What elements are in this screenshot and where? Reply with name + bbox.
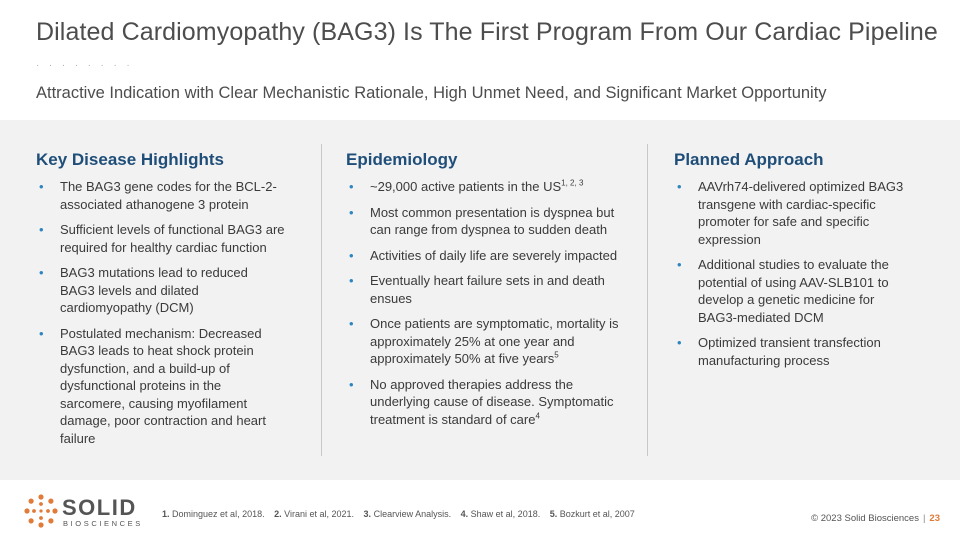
column-heading: Planned Approach xyxy=(674,150,824,169)
column-heading: Key Disease Highlights xyxy=(36,150,225,169)
logo-subtext: BIOSCIENCES xyxy=(63,519,143,528)
content-panel xyxy=(0,120,960,480)
bullet-list xyxy=(674,178,914,369)
list-item-text: ~29,000 active patients in the US xyxy=(370,179,562,194)
reference-item: 2. Virani et al, 2021. xyxy=(274,509,355,519)
page-subtitle: Attractive Indication with Clear Mechanistic Rationale, High Unmet Need, and Significant Market Opportunity xyxy=(36,84,827,102)
list-item xyxy=(346,178,628,196)
list-item: • The BAG3 gene codes for the BCL-2-associated athanogene 3 protein xyxy=(36,178,286,213)
logo-mark-icon xyxy=(24,494,58,528)
list-item: • Optimized transient transfection manufacturing process xyxy=(674,334,914,369)
list-item: • AAVrh74-delivered optimized BAG3 transgene with cardiac-specific promoter for safe and specific expression xyxy=(674,178,914,248)
bullet-list xyxy=(36,178,286,447)
bullet-list xyxy=(346,178,628,428)
list-item: • Postulated mechanism: Decreased BAG3 leads to heat shock protein dysfunction, and a build-up of dysfunctional proteins in the sarcomere, causing myofilament damage, poor contraction and heart failure xyxy=(36,325,286,448)
list-item-text: Once patients are symptomatic, mortality is approximately 25% at one year and approximately 50% at five years xyxy=(370,316,619,366)
references xyxy=(162,509,642,519)
logo-wordmark: SOLID xyxy=(62,495,137,520)
column-divider xyxy=(647,144,648,456)
page-title: Dilated Cardiomyopathy (BAG3) Is The First Program From Our Cardiac Pipeline xyxy=(36,18,938,46)
footnote-ref: 1, 2, 3 xyxy=(561,178,584,188)
footer xyxy=(811,513,940,524)
footer-separator: | xyxy=(922,513,926,524)
reference-item: 5. Bozkurt et al, 2007 xyxy=(549,509,635,519)
list-item: • Eventually heart failure sets in and death ensues xyxy=(346,272,628,307)
key-disease-highlights-column xyxy=(36,150,286,455)
reference-item: 4. Shaw et al, 2018. xyxy=(460,509,541,519)
epidemiology-column xyxy=(346,150,628,436)
list-item: • BAG3 mutations lead to reduced BAG3 levels and dilated cardiomyopathy (DCM) xyxy=(36,264,286,317)
column-divider xyxy=(321,144,322,456)
reference-item: 1. Dominguez et al, 2018. xyxy=(162,509,265,519)
column-heading: Epidemiology xyxy=(346,150,458,169)
copyright: © 2023 Solid Biosciences xyxy=(811,513,919,524)
title-dots-divider: · · · · · · · · xyxy=(36,60,134,71)
list-item-text: No approved therapies address the underlying cause of disease. Symptomatic treatment is standard of care xyxy=(370,376,614,427)
list-item: • Sufficient levels of functional BAG3 are required for healthy cardiac function xyxy=(36,221,286,256)
solid-biosciences-logo xyxy=(24,494,154,530)
footnote-ref: 5 xyxy=(554,350,559,360)
list-item xyxy=(346,315,628,368)
list-item: • Most common presentation is dyspnea but can range from dyspnea to sudden death xyxy=(346,204,628,239)
planned-approach-column xyxy=(674,150,914,377)
footnote-ref: 4 xyxy=(535,411,540,421)
list-item xyxy=(346,376,628,429)
page-number: 23 xyxy=(929,513,940,524)
reference-item: 3. Clearview Analysis. xyxy=(363,509,452,519)
list-item: • Additional studies to evaluate the potential of using AAV-SLB101 to develop a genetic medicine for BAG3-mediated DCM xyxy=(674,256,914,326)
list-item: • Activities of daily life are severely impacted xyxy=(346,247,628,265)
